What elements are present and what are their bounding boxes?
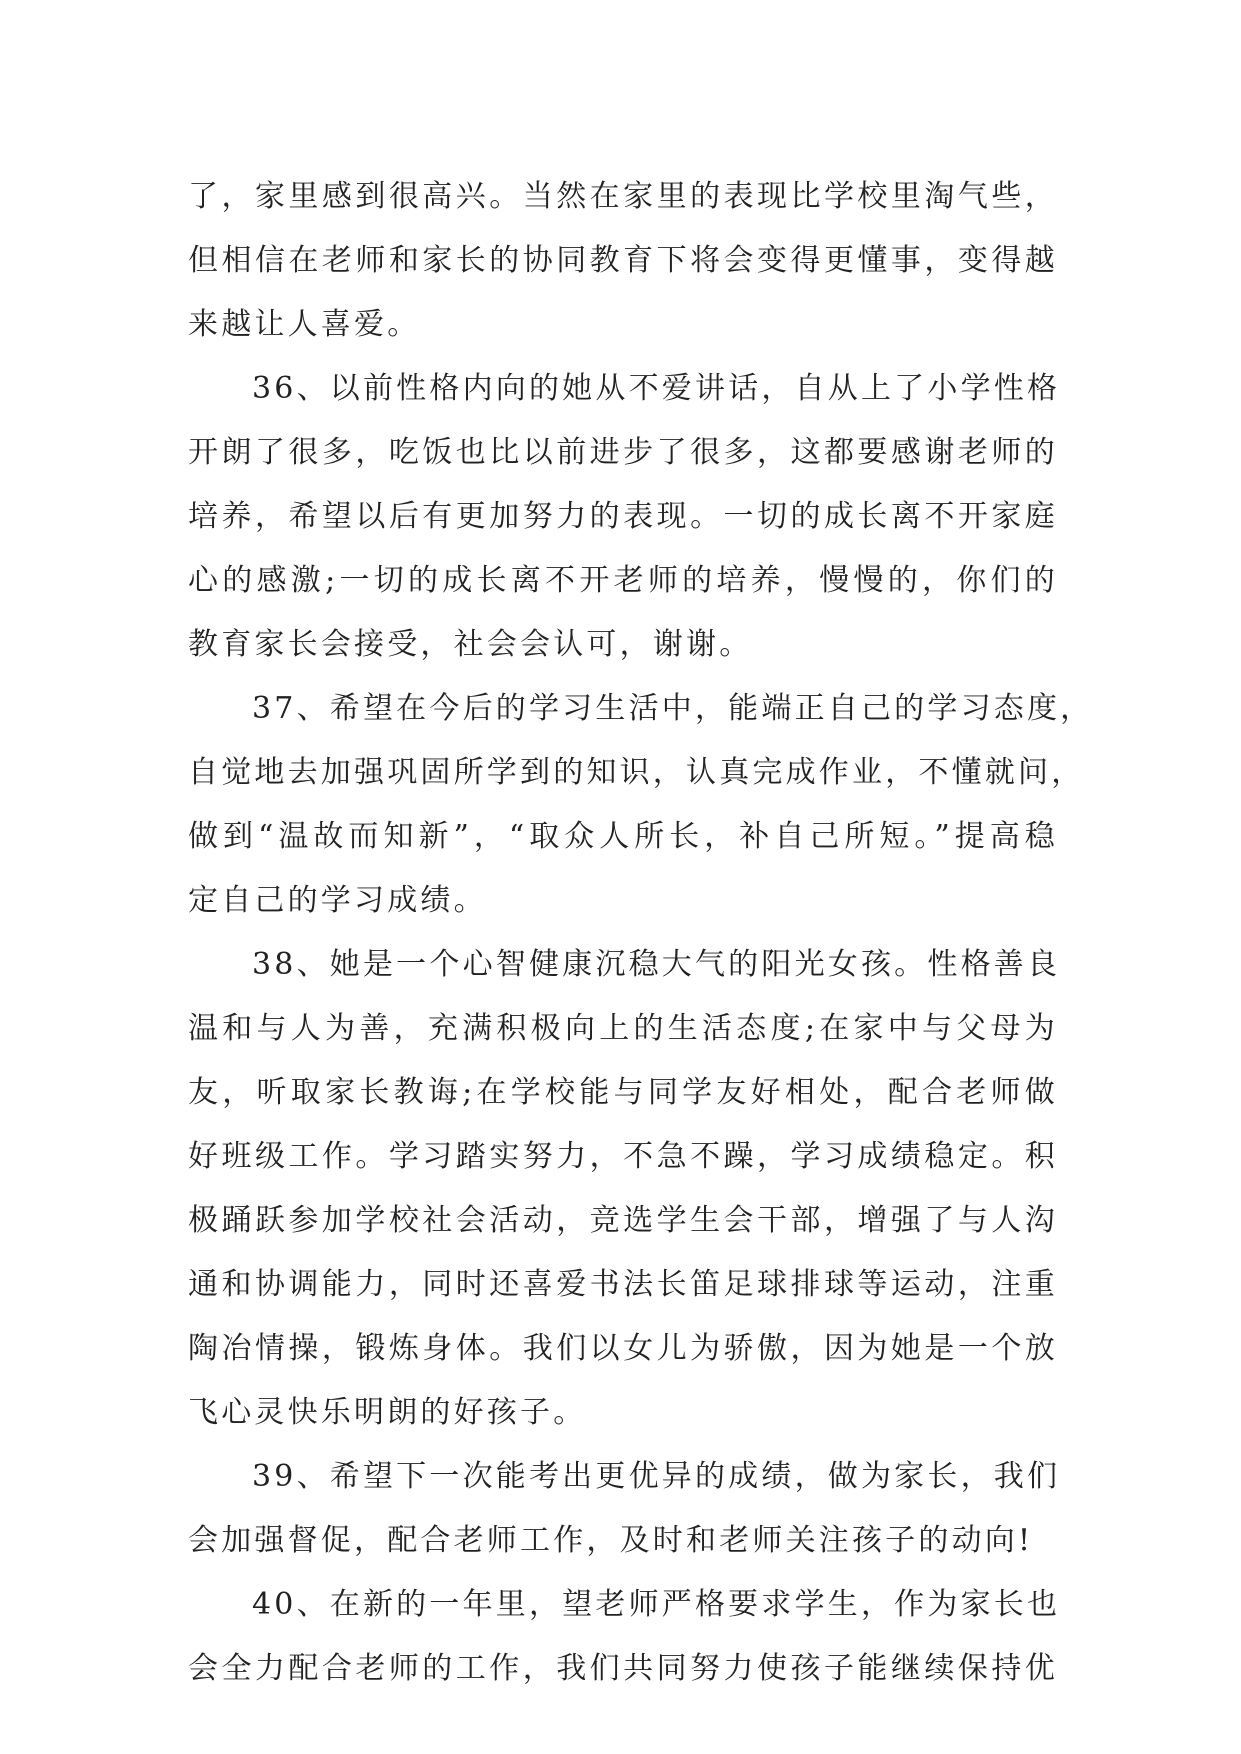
text-line: 定自己的学习成绩。 xyxy=(188,883,487,918)
text-line: 好班级工作。学习踏实努力，不急不躁，学习成绩稳定。积 xyxy=(188,1139,1058,1174)
text-line: 开朗了很多，吃饭也比以前进步了很多，这都要感谢老师的 xyxy=(188,435,1058,470)
paragraph-38 xyxy=(188,933,1061,1445)
paragraph-40 xyxy=(188,1573,1061,1701)
text-line: 40、在新的一年里，望老师严格要求学生，作为家长也 xyxy=(252,1587,1061,1622)
text-line: 做到“温故而知新”，“取众人所长，补自己所短。”提高稳 xyxy=(188,819,1058,854)
text-line: 但相信在老师和家长的协同教育下将会变得更懂事，变得越 xyxy=(188,243,1058,278)
text-line: 友，听取家长教诲;在学校能与同学友好相处，配合老师做 xyxy=(188,1075,1058,1110)
text-line: 自觉地去加强巩固所学到的知识，认真完成作业，不懂就问， xyxy=(188,755,1085,790)
text-line: 陶冶情操，锻炼身体。我们以女儿为骄傲，因为她是一个放 xyxy=(188,1331,1058,1366)
text-line: 37、希望在今后的学习生活中，能端正自己的学习态度， xyxy=(252,691,1094,726)
text-line: 教育家长会接受，社会会认可，谢谢。 xyxy=(188,627,753,662)
text-line: 38、她是一个心智健康沉稳大气的阳光女孩。性格善良 xyxy=(252,947,1061,982)
text-line: 会全力配合老师的工作，我们共同努力使孩子能继续保持优 xyxy=(188,1651,1058,1686)
text-line: 飞心灵快乐明朗的好孩子。 xyxy=(188,1395,587,1430)
paragraph-37 xyxy=(188,677,1094,933)
text-line: 通和协调能力，同时还喜爱书法长笛足球排球等运动，注重 xyxy=(188,1267,1058,1302)
text-line: 会加强督促，配合老师工作，及时和老师关注孩子的动向! xyxy=(188,1523,1034,1558)
paragraph-39 xyxy=(188,1445,1061,1573)
text-line: 极踊跃参加学校社会活动，竞选学生会干部，增强了与人沟 xyxy=(188,1203,1058,1238)
document-body xyxy=(188,165,1094,1701)
paragraph-36 xyxy=(188,357,1061,677)
text-line: 了，家里感到很高兴。当然在家里的表现比学校里淘气些， xyxy=(188,179,1058,214)
text-line: 培养，希望以后有更加努力的表现。一切的成长离不开家庭 xyxy=(188,499,1058,534)
text-line: 39、希望下一次能考出更优异的成绩，做为家长，我们 xyxy=(252,1459,1061,1494)
text-line: 温和与人为善，充满积极向上的生活态度;在家中与父母为 xyxy=(188,1011,1058,1046)
text-line: 来越让人喜爱。 xyxy=(188,307,421,342)
text-line: 36、以前性格内向的她从不爱讲话，自从上了小学性格 xyxy=(252,371,1061,406)
text-line: 心的感激;一切的成长离不开老师的培养，慢慢的，你们的 xyxy=(188,563,1058,598)
paragraph-continuation xyxy=(188,165,1058,357)
